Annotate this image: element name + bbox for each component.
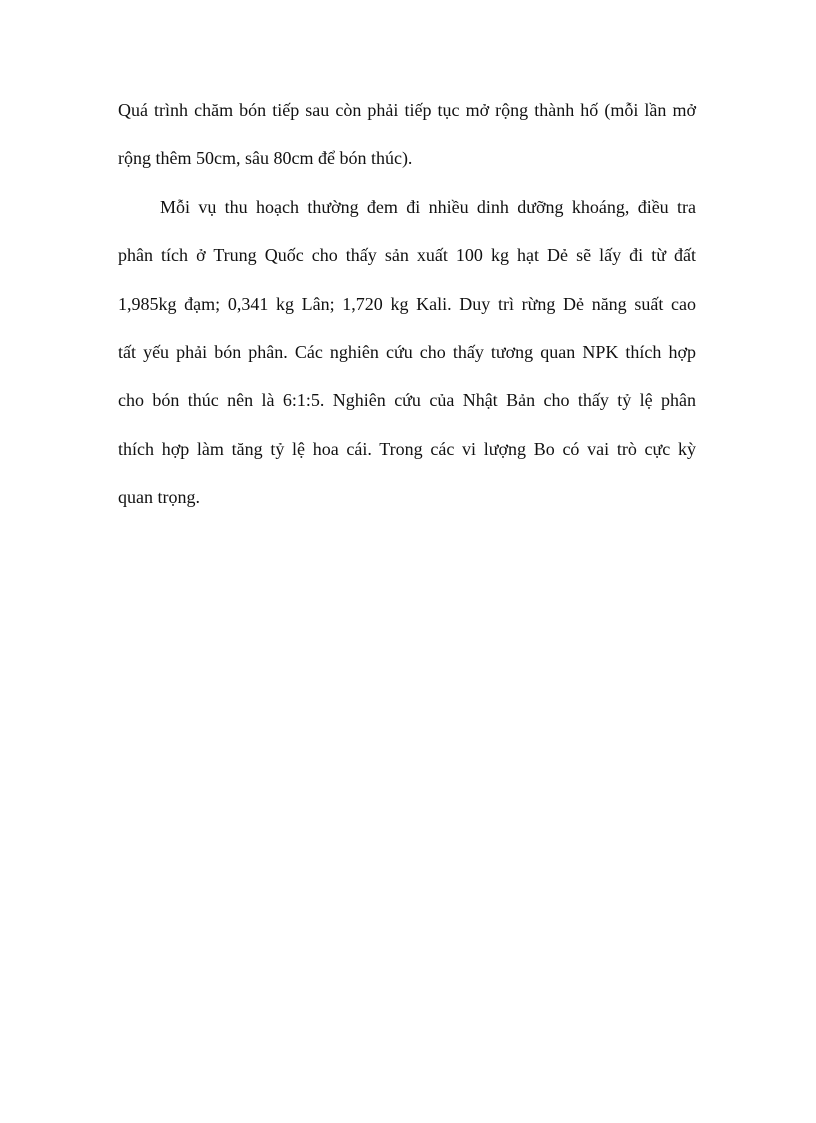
paragraph-line: 1,985kg đạm; 0,341 kg Lân; 1,720 kg Kali. Duy trì rừng Dẻ năng suất cao: [118, 293, 696, 314]
paragraph-line: phân tích ở Trung Quốc cho thấy sản xuất 100 kg hạt Dẻ sẽ lấy đi từ đất: [118, 245, 696, 266]
paragraph-1: [118, 98, 696, 170]
body-text: [118, 98, 696, 534]
paragraph-line: quan trọng.: [118, 487, 200, 508]
paragraph-2: [118, 195, 696, 509]
paragraph-line: rộng thêm 50cm, sâu 80cm để bón thúc).: [118, 148, 413, 169]
paragraph-line: tất yếu phải bón phân. Các nghiên cứu cho thấy tương quan NPK thích hợp: [118, 341, 696, 362]
paragraph-line: thích hợp làm tăng tỷ lệ hoa cái. Trong các vi lượng Bo có vai trò cực kỳ: [118, 438, 696, 459]
paragraph-line: Quá trình chăm bón tiếp sau còn phải tiếp tục mở rộng thành hố (mỗi lần mở: [118, 100, 696, 120]
paragraph-line: cho bón thúc nên là 6:1:5. Nghiên cứu của Nhật Bản cho thấy tỷ lệ phân: [118, 390, 696, 411]
paragraph-line: Mỗi vụ thu hoạch thường đem đi nhiều dinh dưỡng khoáng, điều tra: [160, 196, 696, 217]
